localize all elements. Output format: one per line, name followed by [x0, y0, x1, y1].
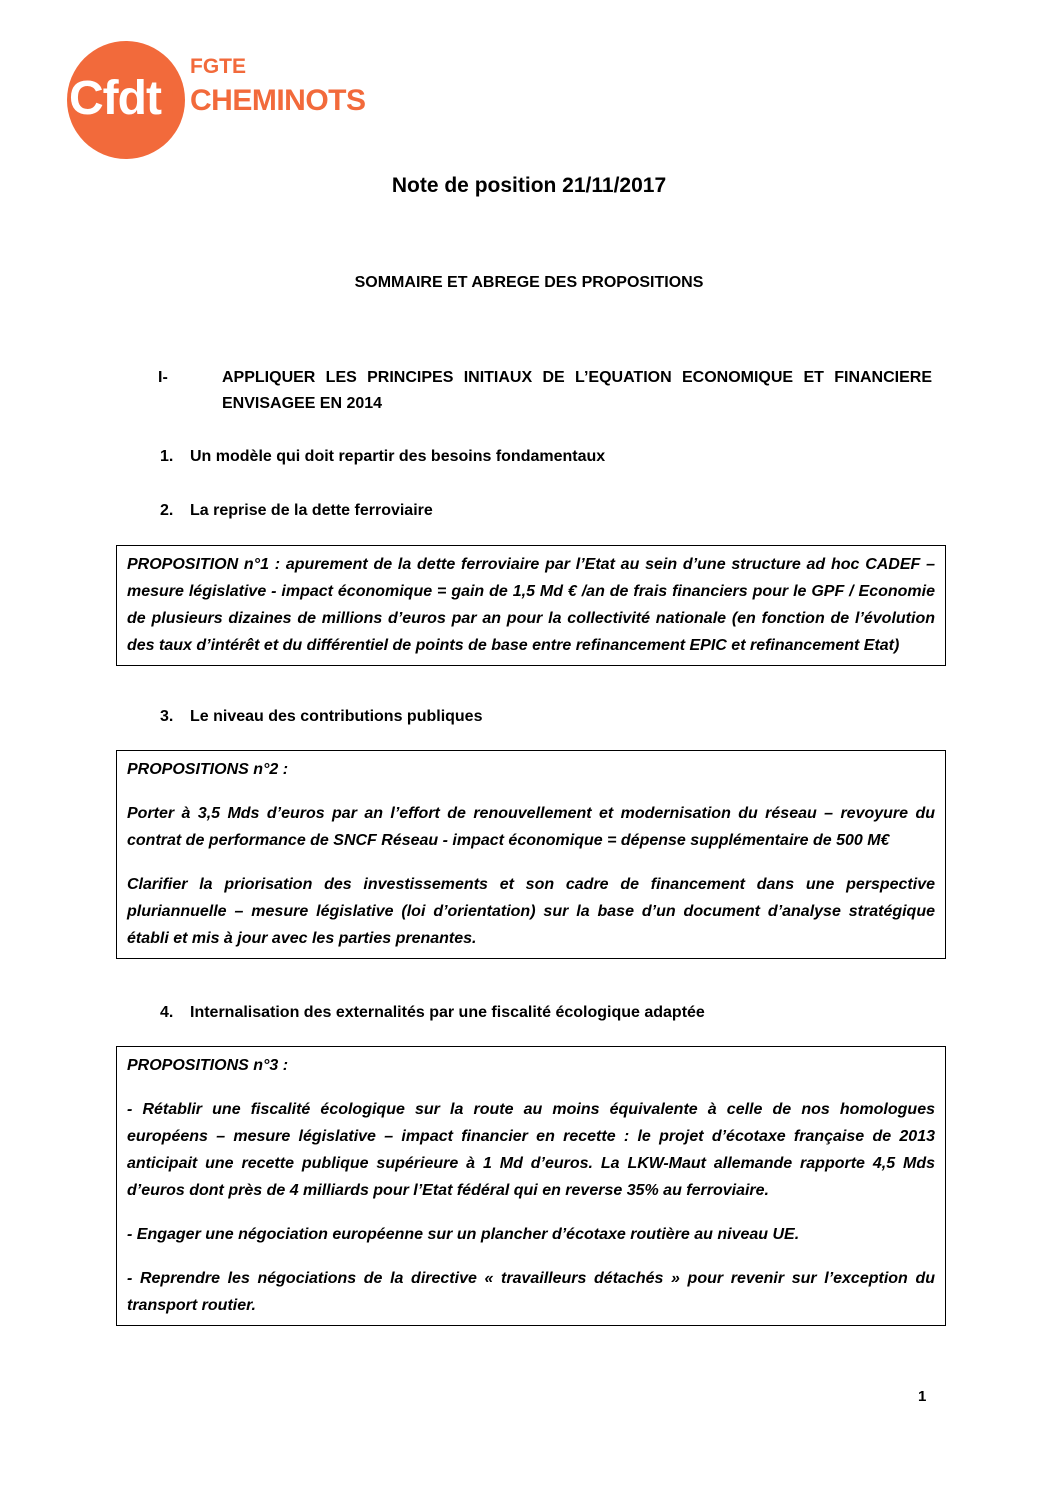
proposition-3-text-3: - Reprendre les négociations de la directive « travailleurs détachés » pour revenir sur l’exception du transport routier. — [127, 1270, 935, 1314]
page-number: 1 — [918, 1388, 927, 1405]
item-text: Le niveau des contributions publiques — [190, 708, 483, 725]
proposition-2-text-1: Porter à 3,5 Mds d’euros par an l’effort de renouvellement et modernisation du réseau – revoyure du contrat de performance de SNCF Réseau - impact économique = dépense supplémentaire de 500 M€ — [127, 805, 935, 849]
proposition-1-box — [116, 545, 946, 666]
section-heading: APPLIQUER LES PRINCIPES INITIAUX DE L’EQUATION ECONOMIQUE ET FINANCIERE ENVISAGEE EN 2014 — [222, 369, 932, 412]
document-subtitle: SOMMAIRE ET ABREGE DES PROPOSITIONS — [354, 274, 704, 291]
logo-cfdt-text: Cfdt: — [69, 72, 176, 125]
section-number: I- — [158, 369, 168, 386]
list-item-1 — [160, 446, 605, 468]
list-item-3 — [160, 706, 482, 728]
proposition-2-heading: PROPOSITIONS n°2 : — [127, 761, 289, 778]
proposition-2-text-2: Clarifier la priorisation des investissements et son cadre de financement dans une perspective pluriannuelle – mesure législative (loi d’orientation) sur la base d’un document d’analyse stratégique établi et mis à jour avec les parties prenantes. — [127, 876, 935, 947]
item-text: Internalisation des externalités par une fiscalité écologique adaptée — [190, 1004, 705, 1021]
list-item-2 — [160, 500, 433, 522]
item-number: 1. — [160, 448, 174, 465]
proposition-3-box — [116, 1046, 946, 1326]
cfdt-logo — [67, 41, 387, 161]
item-number: 4. — [160, 1004, 174, 1021]
item-text: Un modèle qui doit repartir des besoins fondamentaux — [190, 448, 606, 465]
document-title: Note de position 21/11/2017 — [391, 174, 667, 197]
logo-cheminots: CHEMINOTS — [190, 84, 366, 117]
logo-fgte: FGTE — [190, 55, 246, 78]
item-number: 3. — [160, 708, 174, 725]
proposition-3-text-1: - Rétablir une fiscalité écologique sur la route au moins équivalente à celle de nos homologues européens – mesure législative – impact financier en recette : le projet d’écotaxe française de 2013 anticipait une recette publique supérieure à 1 Md d’euros. La LKW-Maut allemande rapporte 4,5 Mds d’euros dont près de 4 milliards pour l’Etat fédéral qui en reverse 35% au ferroviaire. — [127, 1101, 935, 1199]
item-text: La reprise de la dette ferroviaire — [190, 502, 433, 519]
proposition-2-box — [116, 750, 946, 959]
proposition-1-text: PROPOSITION n°1 : apurement de la dette ferroviaire par l’Etat au sein d’une structure ad hoc CADEF – mesure législative - impact économique = gain de 1,5 Md € /an de frais financiers pour le GPF / Economie de plusieurs dizaines de millions d’euros par an pour la collectivité nationale (en fonction de l’évolution des taux d’intérêt et du différentiel de points de base entre refinancement EPIC et refinancement Etat) — [127, 556, 935, 654]
proposition-3-heading: PROPOSITIONS n°3 : — [127, 1057, 289, 1074]
proposition-3-text-2: - Engager une négociation européenne sur un plancher d’écotaxe routière au niveau UE. — [127, 1226, 800, 1243]
item-number: 2. — [160, 502, 174, 519]
list-item-4 — [160, 1002, 705, 1024]
